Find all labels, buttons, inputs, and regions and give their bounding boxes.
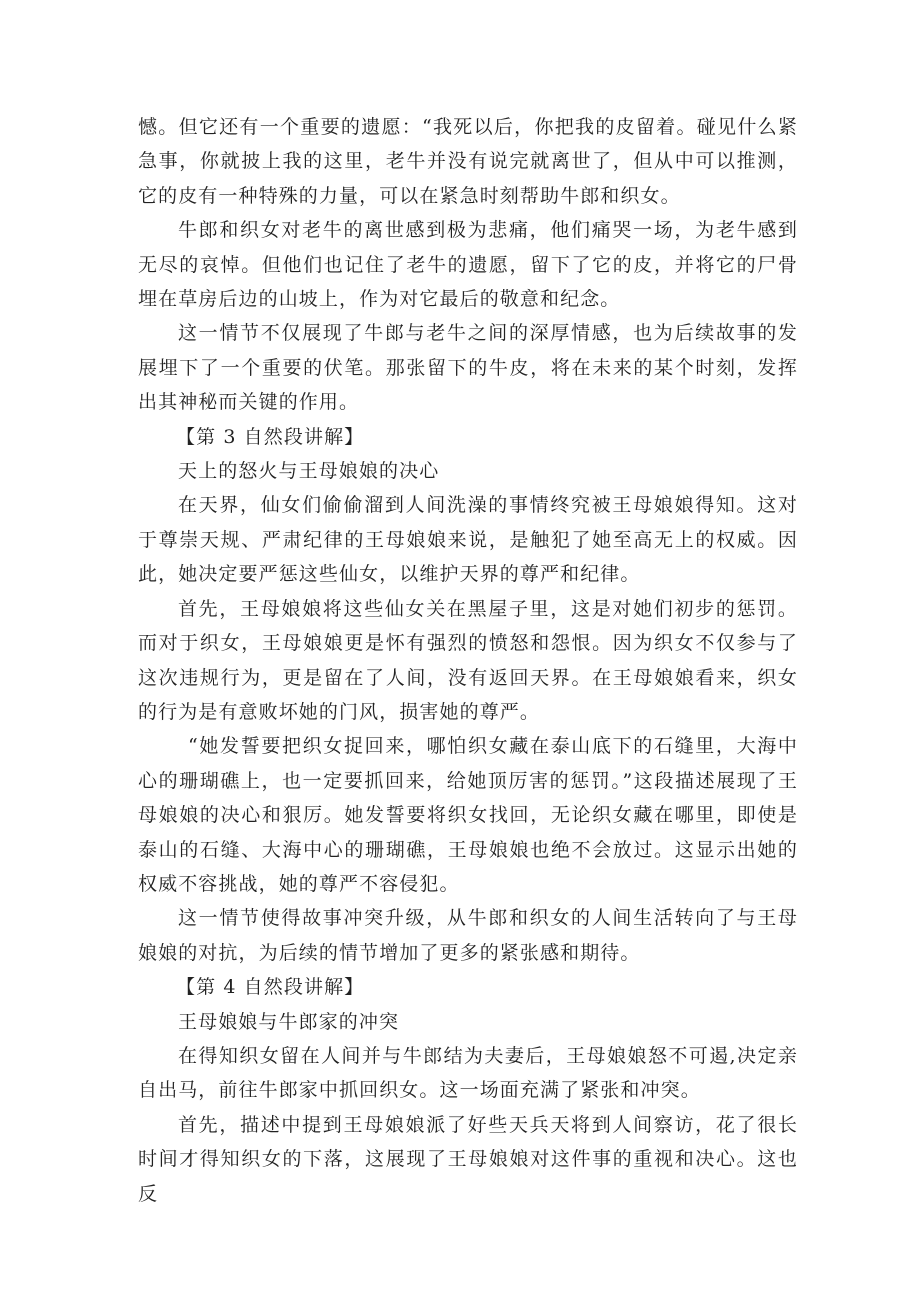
paragraph-quote: “她发誓要把织女捉回来，哪怕织女藏在泰山底下的石缝里，大海中心的珊瑚礁上，也一定要抓回来，给她顶厉害的惩罚。”这段描述展现了王母娘娘的决心和狠厉。她发誓要将织女找回，无论织女藏在哪里，即使是泰山的石缝、大海中心的珊瑚礁，王母娘娘也绝不会放过。这显示出她的权威不容挑战，她的尊严不容侵犯。 — [138, 735, 798, 895]
paragraph-continued: 憾。但它还有一个重要的遗愿：“我死以后，你把我的皮留着。碰见什么紧急事，你就披上我的这里，老牛并没有说完就离世了，但从中可以推测，它的皮有一种特殊的力量，可以在紧急时刻帮助牛郎和织女。 — [138, 116, 798, 207]
section-heading: 【第 3 自然段讲解】 — [176, 425, 365, 448]
section-heading: 【第 4 自然段讲解】 — [176, 976, 365, 999]
document-body — [138, 110, 798, 1211]
paragraph: 首先，王母娘娘将这些仙女关在黑屋子里，这是对她们初步的惩罚。而对于织女，王母娘娘更是怀有强烈的愤怒和怨恨。因为织女不仅参与了这次违规行为，更是留在了人间，没有返回天界。在王母娘娘看来，织女的行为是有意败坏她的门风，损害她的尊严。 — [138, 597, 798, 723]
paragraph: 这一情节使得故事冲突升级，从牛郎和织女的人间生活转向了与王母娘娘的对抗，为后续的情节增加了更多的紧张感和期待。 — [138, 907, 798, 964]
section-subheading: 王母娘娘与牛郎家的冲突 — [178, 1010, 400, 1033]
paragraph: 首先，描述中提到王母娘娘派了好些天兵天将到人间察访，花了很长时间才得知织女的下落，这展现了王母娘娘对这件事的重视和决心。这也反 — [138, 1113, 798, 1205]
section-subheading: 天上的怒火与王母娘娘的决心 — [178, 460, 440, 483]
paragraph: 牛郎和织女对老牛的离世感到极为悲痛，他们痛哭一场，为老牛感到无尽的哀悼。但他们也记住了老牛的遗愿，留下了它的皮，并将它的尸骨埋在草房后边的山坡上，作为对它最后的敬意和纪念。 — [138, 219, 798, 311]
paragraph: 在得知织女留在人间并与牛郎结为夫妻后，王母娘娘怒不可遏,决定亲自出马，前往牛郎家中抓回织女。这一场面充满了紧张和冲突。 — [138, 1044, 798, 1102]
paragraph: 在天界，仙女们偷偷溜到人间洗澡的事情终究被王母娘娘得知。这对于尊崇天规、严肃纪律的王母娘娘来说，是触犯了她至高无上的权威。因此，她决定要严惩这些仙女，以维护天界的尊严和纪律。 — [138, 494, 798, 586]
paragraph: 这一情节不仅展现了牛郎与老牛之间的深厚情感，也为后续故事的发展埋下了一个重要的伏笔。那张留下的牛皮，将在未来的某个时刻，发挥出其神秘而关键的作用。 — [138, 322, 798, 414]
